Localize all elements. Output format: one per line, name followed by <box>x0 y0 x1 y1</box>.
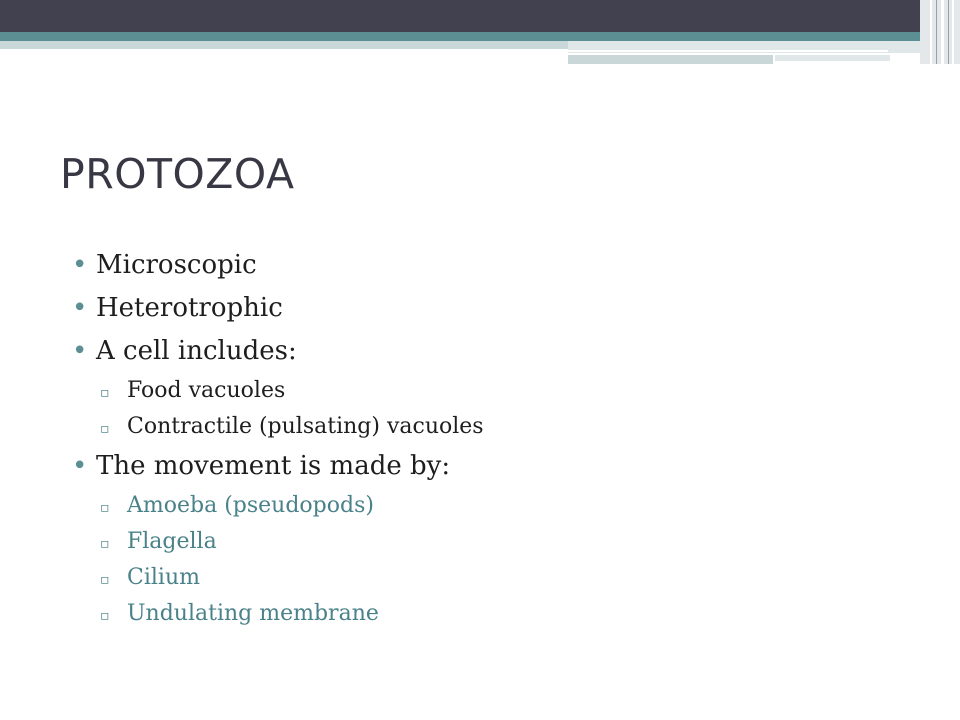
sub-list-item <box>72 488 892 524</box>
list-item <box>72 445 892 488</box>
header-pale-strip-2 <box>775 55 890 61</box>
list-item <box>72 287 892 330</box>
square-bullet-icon: ▫ <box>100 421 110 437</box>
list-item-text: The movement is made by: <box>96 451 451 481</box>
bullet-icon: • <box>72 451 88 481</box>
header-corner-stripe <box>952 0 954 64</box>
sub-list-item <box>72 560 892 596</box>
list-item-text: A cell includes: <box>96 336 297 366</box>
sub-list-item-text: Contractile (pulsating) vacuoles <box>127 414 484 439</box>
bullet-list <box>72 244 892 632</box>
sub-list-item <box>72 524 892 560</box>
bullet-icon: • <box>72 293 88 323</box>
sub-list-item-text: Amoeba (pseudopods) <box>127 493 374 518</box>
list-item <box>72 330 892 373</box>
bullet-icon: • <box>72 250 88 280</box>
header-corner-stripe <box>948 0 949 64</box>
header-corner-stripe <box>941 0 944 64</box>
bullet-icon: • <box>72 336 88 366</box>
sub-list-item <box>72 373 892 409</box>
header-corner-stripe <box>930 0 932 64</box>
sub-list-item <box>72 409 892 445</box>
slide-title: PROTOZOA <box>60 150 295 198</box>
header-dark-band <box>0 0 960 32</box>
list-item-text: Heterotrophic <box>96 293 283 323</box>
list-item <box>72 244 892 287</box>
square-bullet-icon: ▫ <box>100 536 110 552</box>
header-corner-stripe <box>936 0 937 64</box>
sub-list-item-text: Cilium <box>127 565 200 590</box>
square-bullet-icon: ▫ <box>100 385 110 401</box>
sub-list-item <box>72 596 892 632</box>
sub-list-item-text: Food vacuoles <box>127 378 286 403</box>
header-white-line <box>568 50 888 52</box>
square-bullet-icon: ▫ <box>100 608 110 624</box>
list-item-text: Microscopic <box>96 250 257 280</box>
header-grey-strip <box>0 41 568 49</box>
header-pale-strip <box>568 55 773 64</box>
sub-list-item-text: Undulating membrane <box>127 601 379 626</box>
header-corner-block <box>920 0 960 64</box>
square-bullet-icon: ▫ <box>100 572 110 588</box>
header-teal-line <box>0 32 960 41</box>
square-bullet-icon: ▫ <box>100 500 110 516</box>
sub-list-item-text: Flagella <box>127 529 217 554</box>
